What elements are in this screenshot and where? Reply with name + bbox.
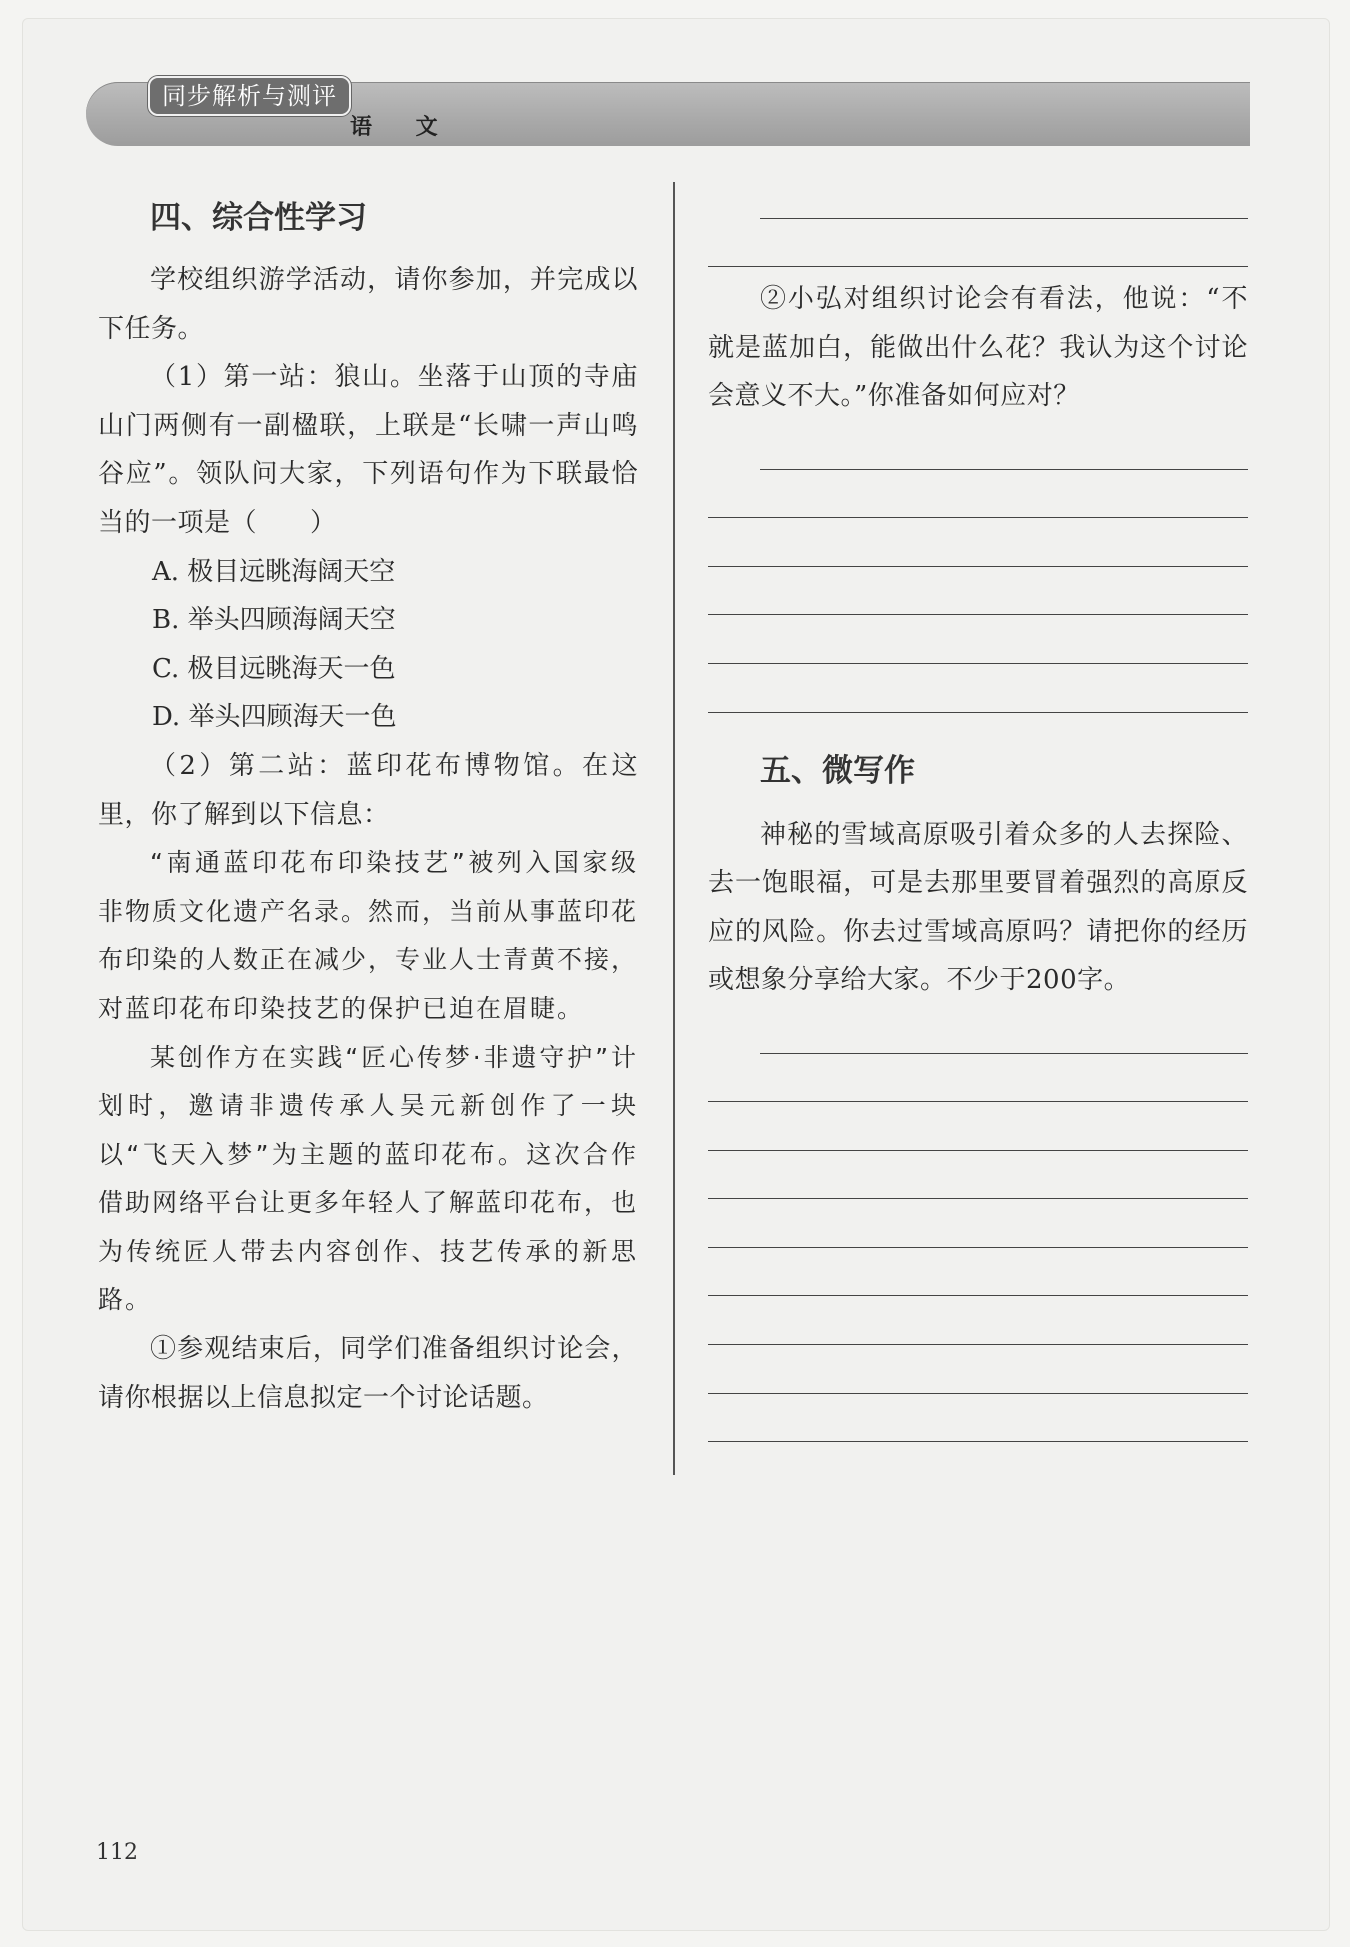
section5-prompt: 神秘的雪域高原吸引着众多的人去探险、去一饱眼福，可是去那里要冒着强烈的高原反应的风险。你去过雪域高原吗？请把你的经历或想象分享给大家。不少于200字。 [708, 819, 1248, 996]
section4-title: 四、综合性学习 [150, 200, 367, 236]
section5-title: 五、微写作 [760, 752, 915, 789]
question-2: （2）第二站：蓝印花布博物馆。在这里，你了解到以下信息： [98, 750, 638, 830]
column-divider [673, 182, 675, 1475]
answer-line[interactable] [708, 1199, 1248, 1248]
right-column [708, 170, 1248, 1442]
answer-line[interactable] [708, 1248, 1248, 1297]
option-c: C. 极目远眺海天一色 [152, 653, 396, 684]
answer-line[interactable] [708, 615, 1248, 664]
answer-line[interactable] [760, 421, 1248, 470]
question-2-1: ①参观结束后，同学们准备组织讨论会，请你根据以上信息拟定一个讨论话题。 [98, 1334, 638, 1413]
answer-line[interactable] [708, 518, 1248, 567]
option-d: D. 举头四顾海天一色 [152, 702, 397, 733]
series-title-tab: 同步解析与测评 [148, 76, 351, 116]
answer-line[interactable] [708, 1394, 1248, 1443]
question-1: （1）第一站：狼山。坐落于山顶的寺庙山门两侧有一副楹联，上联是“长啸一声山鸣谷应”。领队问大家，下列语句作为下联最恰当的一项是（ ） [98, 362, 638, 538]
answer-line[interactable] [708, 1151, 1248, 1200]
answer-line[interactable] [708, 1102, 1248, 1151]
answer-line[interactable] [708, 219, 1248, 268]
left-column [98, 190, 638, 1422]
question-2-2: ②小弘对组织讨论会有看法，他说：“不就是蓝加白，能做出什么花？我认为这个讨论会意义不大。”你准备如何应对？ [708, 284, 1248, 412]
answer-line[interactable] [760, 170, 1248, 219]
material-2: 某创作方在实践“匠心传梦·非遗守护”计划时，邀请非遗传承人吴元新创作了一块以“飞天入梦”为主题的蓝印花布。这次合作借助网络平台让更多年轻人了解蓝印花布，也为传统匠人带去内容创作、技艺传承的新思路。 [98, 1042, 639, 1315]
answer-line[interactable] [708, 1296, 1248, 1345]
answer-line[interactable] [760, 1005, 1248, 1054]
material-1: “南通蓝印花布印染技艺”被列入国家级非物质文化遗产名录。然而，当前从事蓝印花布印染的人数正在减少，专业人士青黄不接，对蓝印花布印染技艺的保护已迫在眉睫。 [98, 848, 639, 1023]
answer-line[interactable] [708, 470, 1248, 519]
option-b: B. 举头四顾海阔天空 [152, 605, 396, 636]
option-a: A. 极目远眺海阔天空 [152, 556, 396, 587]
subject-label: 语 文 [350, 115, 456, 140]
answer-line[interactable] [708, 1345, 1248, 1394]
answer-line[interactable] [708, 567, 1248, 616]
answer-line[interactable] [708, 664, 1248, 713]
section4-intro: 学校组织游学活动，请你参加，并完成以下任务。 [98, 265, 638, 344]
page-number: 112 [96, 1840, 138, 1865]
answer-line[interactable] [708, 1054, 1248, 1103]
